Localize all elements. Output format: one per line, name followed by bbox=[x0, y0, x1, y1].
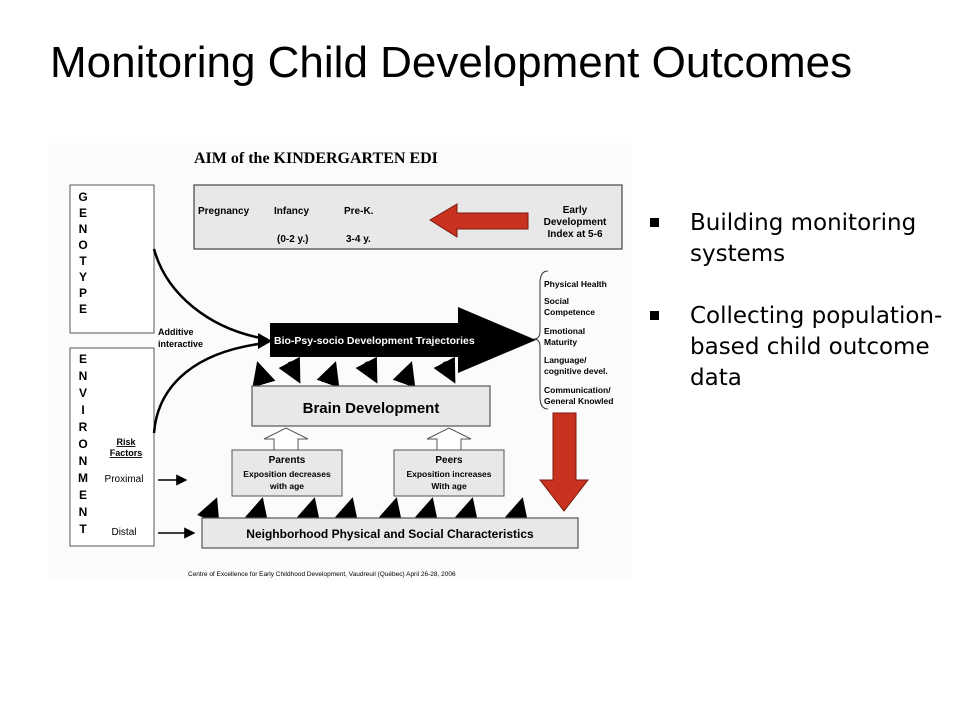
risk-factors-label: Risk bbox=[116, 437, 136, 447]
outcome-communication: Communication/ bbox=[544, 385, 611, 395]
genotype-curve bbox=[154, 249, 266, 339]
up-arrow bbox=[392, 500, 396, 515]
up-arrow bbox=[428, 500, 432, 515]
down-arrow bbox=[444, 362, 454, 381]
stage-edi: Index at 5-6 bbox=[547, 229, 603, 240]
environment-letter: E bbox=[78, 488, 88, 502]
genotype-letter: P bbox=[78, 286, 88, 300]
stage-edi: Early bbox=[562, 205, 588, 216]
bullet-square-icon bbox=[650, 218, 659, 227]
up-arrow bbox=[258, 500, 262, 515]
environment-letter: V bbox=[78, 386, 88, 400]
environment-letter: I bbox=[81, 403, 85, 417]
curve-arrowhead bbox=[258, 333, 272, 349]
genotype-letter: T bbox=[79, 254, 87, 268]
outcome-emotional: Maturity bbox=[544, 337, 578, 347]
environment-letters bbox=[78, 352, 88, 536]
peers-to-brain-arrow bbox=[427, 428, 471, 450]
parents-line: Exposition decreases bbox=[243, 469, 331, 479]
bullet-square-icon bbox=[650, 311, 659, 320]
outcome-social: Competence bbox=[544, 307, 596, 317]
bullet-list bbox=[648, 208, 948, 425]
environment-letter: M bbox=[78, 471, 88, 485]
environment-curve bbox=[154, 343, 266, 433]
outcome-physical: Physical Health bbox=[544, 279, 607, 289]
stage-edi: Development bbox=[543, 217, 607, 228]
genotype-letter: E bbox=[78, 206, 88, 220]
additive-label: interactive bbox=[158, 339, 204, 349]
bullet-item bbox=[648, 208, 948, 270]
environment-letter: T bbox=[79, 522, 87, 536]
slide-title: Monitoring Child Development Outcomes bbox=[50, 38, 853, 87]
up-arrow bbox=[310, 500, 314, 515]
genotype-letter: N bbox=[78, 222, 88, 236]
outcome-communication: General Knowled bbox=[544, 396, 614, 406]
down-arrow bbox=[366, 362, 376, 381]
up-arrow bbox=[518, 500, 522, 515]
up-arrow bbox=[348, 500, 352, 515]
genotype-letter: E bbox=[78, 302, 88, 316]
additive-label: Additive bbox=[158, 327, 194, 337]
peers-line: With age bbox=[431, 481, 467, 491]
outcome-emotional: Emotional bbox=[544, 326, 586, 336]
trajectories-label: Bio-Psy-socio Development Trajectories bbox=[274, 335, 475, 347]
up-arrow bbox=[468, 500, 472, 515]
bullet-text: Collecting population-based child outcome data bbox=[690, 303, 943, 391]
stage-infancy: Infancy bbox=[274, 206, 310, 217]
up-arrow bbox=[210, 500, 216, 515]
outcome-social: Social bbox=[544, 296, 570, 306]
environment-letter: R bbox=[78, 420, 88, 434]
stage-pregnancy: Pregnancy bbox=[198, 206, 250, 217]
outcome-language: Language/ bbox=[544, 355, 587, 365]
up-arrow bbox=[329, 364, 335, 381]
edi-diagram bbox=[48, 143, 632, 580]
stage-infancy-age: (0-2 y.) bbox=[277, 234, 309, 245]
outcome-language: cognitive devel. bbox=[544, 366, 608, 376]
peers-title: Peers bbox=[435, 455, 463, 466]
diagram-heading: AIM of the KINDERGARTEN EDI bbox=[194, 150, 438, 167]
brain-development-label: Brain Development bbox=[302, 400, 440, 417]
up-arrow bbox=[258, 364, 263, 381]
parents-title: Parents bbox=[268, 455, 306, 466]
neighborhood-label: Neighborhood Physical and Social Characteristics bbox=[246, 527, 534, 541]
environment-letter: N bbox=[78, 454, 88, 468]
bullet-item bbox=[648, 301, 948, 394]
genotype-letter: Y bbox=[78, 270, 88, 284]
distal-label: Distal bbox=[111, 527, 137, 538]
red-arrow-down bbox=[540, 413, 588, 511]
environment-letter: E bbox=[78, 352, 88, 366]
down-arrow bbox=[289, 362, 299, 381]
peers-line: Exposition increases bbox=[406, 469, 492, 479]
bullet-text: Building monitoring systems bbox=[690, 210, 917, 267]
risk-factors-label: Factors bbox=[109, 448, 143, 458]
environment-letter: N bbox=[78, 505, 88, 519]
environment-letter: N bbox=[78, 369, 88, 383]
diagram-footer: Centre of Excellence for Early Childhood Development, Vaudreuil (Québec) April 26-28, 2006 bbox=[188, 571, 456, 578]
genotype-letter: O bbox=[78, 238, 88, 252]
genotype-letter: G bbox=[78, 190, 88, 204]
environment-letter: O bbox=[78, 437, 88, 451]
parents-line: with age bbox=[269, 481, 305, 491]
stage-prek-age: 3-4 y. bbox=[346, 234, 371, 245]
stage-prek: Pre-K. bbox=[344, 206, 374, 217]
parents-to-brain-arrow bbox=[264, 428, 308, 450]
proximal-label: Proximal bbox=[104, 474, 144, 485]
up-arrow bbox=[405, 364, 411, 381]
